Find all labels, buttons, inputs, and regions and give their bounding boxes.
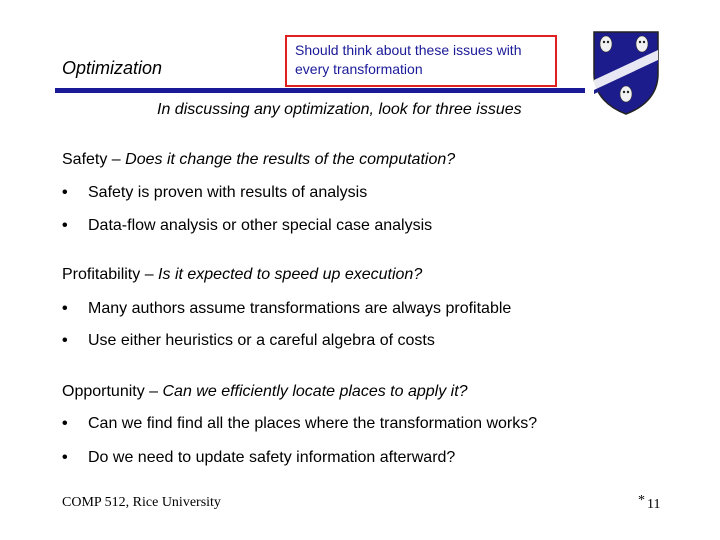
section-label: Safety – <box>62 151 126 168</box>
bullet-item <box>62 449 455 467</box>
page-number: 11 <box>647 497 661 512</box>
bullet-text: Can we find find all the places where the transformation works? <box>88 415 538 432</box>
bullet-text: Data-flow analysis or other special case analysis <box>88 217 433 234</box>
footer-star: * <box>638 493 645 508</box>
callout-note: Should think about these issues with every transformation <box>285 35 557 87</box>
bullet-text: Safety is proven with results of analysis <box>88 184 368 201</box>
bullet-glyph: • <box>62 332 68 349</box>
section-heading-safety <box>62 151 455 169</box>
bullet-text: Do we need to update safety information afterward? <box>88 449 456 466</box>
section-label: Profitability – <box>62 266 159 283</box>
section-question: Does it change the results of the computation? <box>125 151 456 168</box>
bullet-item <box>62 217 432 235</box>
section-label: Opportunity – <box>62 383 163 400</box>
footer-course: COMP 512, Rice University <box>62 495 221 510</box>
bullet-glyph: • <box>62 415 68 432</box>
bullet-glyph: • <box>62 184 68 201</box>
rice-university-crest-icon <box>590 28 662 116</box>
slide-subtitle: In discussing any optimization, look for three issues <box>157 101 522 118</box>
bullet-item <box>62 415 537 433</box>
bullet-item <box>62 300 511 318</box>
bullet-item <box>62 184 367 202</box>
footer-page-number <box>638 493 660 513</box>
section-question: Can we efficiently locate places to apply it? <box>162 383 468 400</box>
bullet-text: Use either heuristics or a careful algebra of costs <box>88 332 435 349</box>
bullet-glyph: • <box>62 217 68 234</box>
slide-title: Optimization <box>62 58 163 78</box>
bullet-item <box>62 332 435 350</box>
title-underline-rule <box>55 88 585 93</box>
section-question: Is it expected to speed up execution? <box>158 266 423 283</box>
bullet-glyph: • <box>62 449 68 466</box>
section-heading-opportunity <box>62 383 468 401</box>
bullet-glyph: • <box>62 300 68 317</box>
section-heading-profitability <box>62 266 422 284</box>
bullet-text: Many authors assume transformations are always profitable <box>88 300 512 317</box>
